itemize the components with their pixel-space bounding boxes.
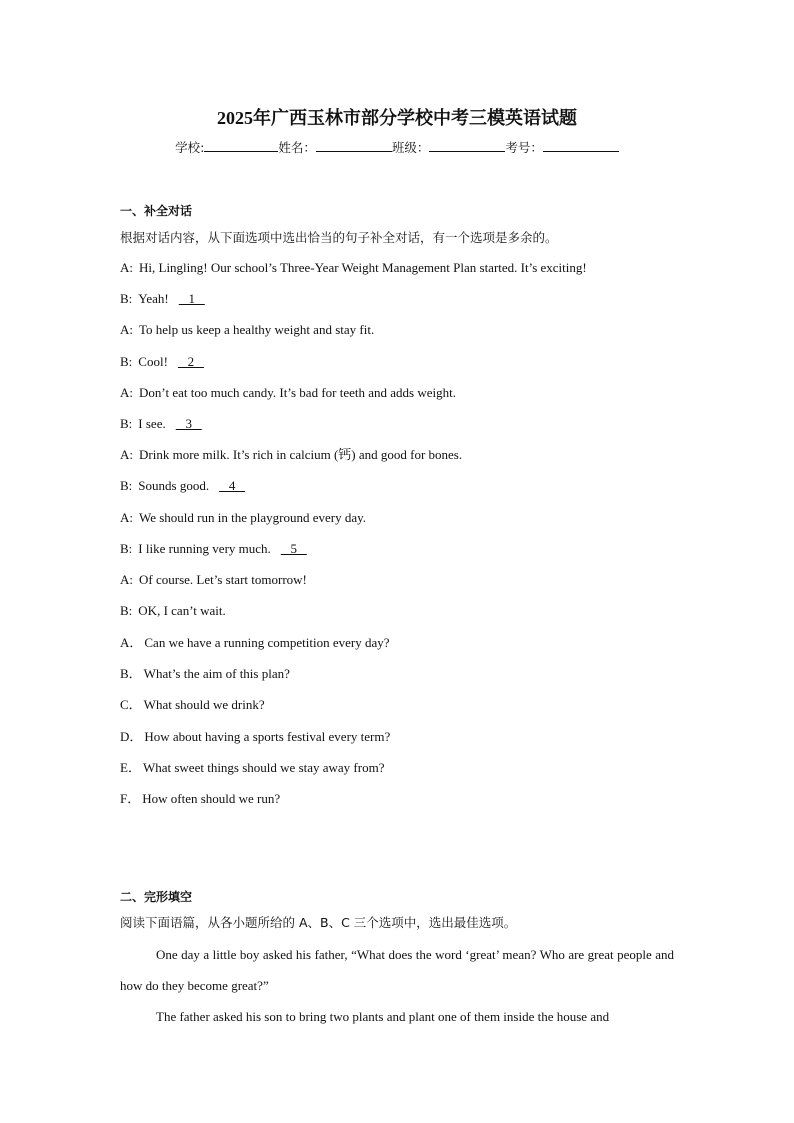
dialogue-text: OK, I can’t wait.	[138, 603, 226, 619]
speaker-label: B:	[120, 353, 133, 369]
dialogue-text: Cool!	[138, 353, 168, 369]
dialogue-line	[120, 571, 307, 589]
class-blank[interactable]	[429, 139, 505, 152]
option-text: What’s the aim of this plan?	[143, 666, 290, 682]
option-item	[120, 728, 390, 746]
student-info-line	[0, 138, 794, 156]
speaker-label: B:	[120, 291, 133, 307]
speaker-label: A:	[120, 322, 133, 338]
school-blank[interactable]	[204, 139, 278, 152]
option-text: How about having a sports festival every term?	[144, 728, 391, 744]
section2-instruction: 阅读下面语篇，从各小题所给的 A、B、C 三个选项中，选出最佳选项。	[120, 915, 517, 930]
option-item	[120, 634, 390, 652]
option-item	[120, 696, 265, 714]
dialogue-text: Hi, Lingling! Our school’s Three-Year Weight Management Plan started. It’s exciting!	[139, 260, 587, 275]
option-text: Can we have a running competition every day?	[144, 635, 390, 650]
speaker-label: B:	[120, 478, 133, 494]
option-letter: B．	[120, 666, 142, 682]
speaker-label: B:	[120, 603, 133, 619]
dialogue-line	[120, 384, 456, 402]
option-item	[120, 790, 280, 808]
section1-heading: 一、补全对话	[120, 204, 193, 218]
dialogue-text: Of course. Let’s start tomorrow!	[139, 572, 307, 587]
dialogue-text: To help us keep a healthy weight and stay fit.	[139, 322, 375, 338]
speaker-label: A:	[120, 260, 133, 275]
answer-blank[interactable]: 3	[175, 416, 202, 431]
answer-blank[interactable]: 5	[280, 540, 307, 556]
option-text: How often should we run?	[142, 791, 281, 806]
passage-paragraph-1	[120, 939, 674, 1001]
speaker-label: B:	[120, 416, 133, 431]
school-label: 学校:	[175, 140, 205, 155]
class-label: 班级：	[391, 140, 430, 155]
dialogue-text: I see.	[138, 416, 166, 431]
dialogue-line	[120, 540, 309, 558]
number-blank[interactable]	[543, 139, 619, 152]
section2-heading: 二、完形填空	[120, 890, 193, 904]
number-label: 考号：	[505, 140, 543, 155]
speaker-label: A:	[120, 509, 133, 525]
name-label: 姓名：	[278, 140, 316, 155]
dialogue-line	[120, 290, 207, 308]
answer-blank[interactable]: 2	[177, 353, 204, 369]
answer-blank[interactable]: 4	[219, 478, 246, 494]
exam-title: 2025年广西玉林市部分学校中考三模英语试题	[217, 108, 577, 128]
option-item	[120, 665, 290, 683]
dialogue-line	[120, 259, 587, 277]
dialogue-line	[120, 353, 206, 371]
option-text: What should we drink?	[143, 697, 265, 713]
dialogue-text: Don’t eat too much candy. It’s bad for teeth and adds weight.	[139, 384, 456, 400]
dialogue-text: We should run in the playground every day.	[139, 509, 366, 525]
speaker-label: A:	[120, 384, 133, 400]
option-letter: D．	[120, 728, 143, 744]
dialogue-text: Yeah!	[138, 291, 169, 307]
passage-paragraph-1-text: One day a little boy asked his father, “What does the word ‘great’ mean? Who are great people and how do they become great?”	[120, 947, 674, 993]
option-letter: E．	[120, 759, 141, 775]
option-item	[120, 759, 384, 777]
passage-paragraph-2-text: The father asked his son to bring two plants and plant one of them inside the house and	[156, 1009, 610, 1024]
dialogue-text: Sounds good.	[138, 478, 210, 494]
dialogue-line	[120, 509, 366, 527]
option-text: What sweet things should we stay away from?	[142, 759, 385, 775]
speaker-label: A:	[120, 572, 133, 587]
section1-instruction: 根据对话内容，从下面选项中选出恰当的句子补全对话，有一个选项是多余的。	[120, 230, 558, 245]
passage-paragraph-2	[120, 1001, 674, 1032]
option-letter: A．	[120, 635, 143, 650]
dialogue-line	[120, 321, 374, 339]
dialogue-text: I like running very much.	[138, 540, 271, 556]
dialogue-text: Drink more milk. It’s rich in calcium (钙) and good for bones.	[139, 447, 463, 463]
option-letter: F．	[120, 791, 141, 806]
answer-blank[interactable]: 1	[178, 291, 205, 307]
option-letter: C．	[120, 697, 142, 713]
dialogue-line	[120, 446, 462, 464]
dialogue-line	[120, 415, 204, 433]
name-blank[interactable]	[316, 139, 392, 152]
speaker-label: A:	[120, 447, 133, 463]
dialogue-line	[120, 477, 247, 495]
dialogue-line	[120, 602, 226, 620]
speaker-label: B:	[120, 540, 133, 556]
